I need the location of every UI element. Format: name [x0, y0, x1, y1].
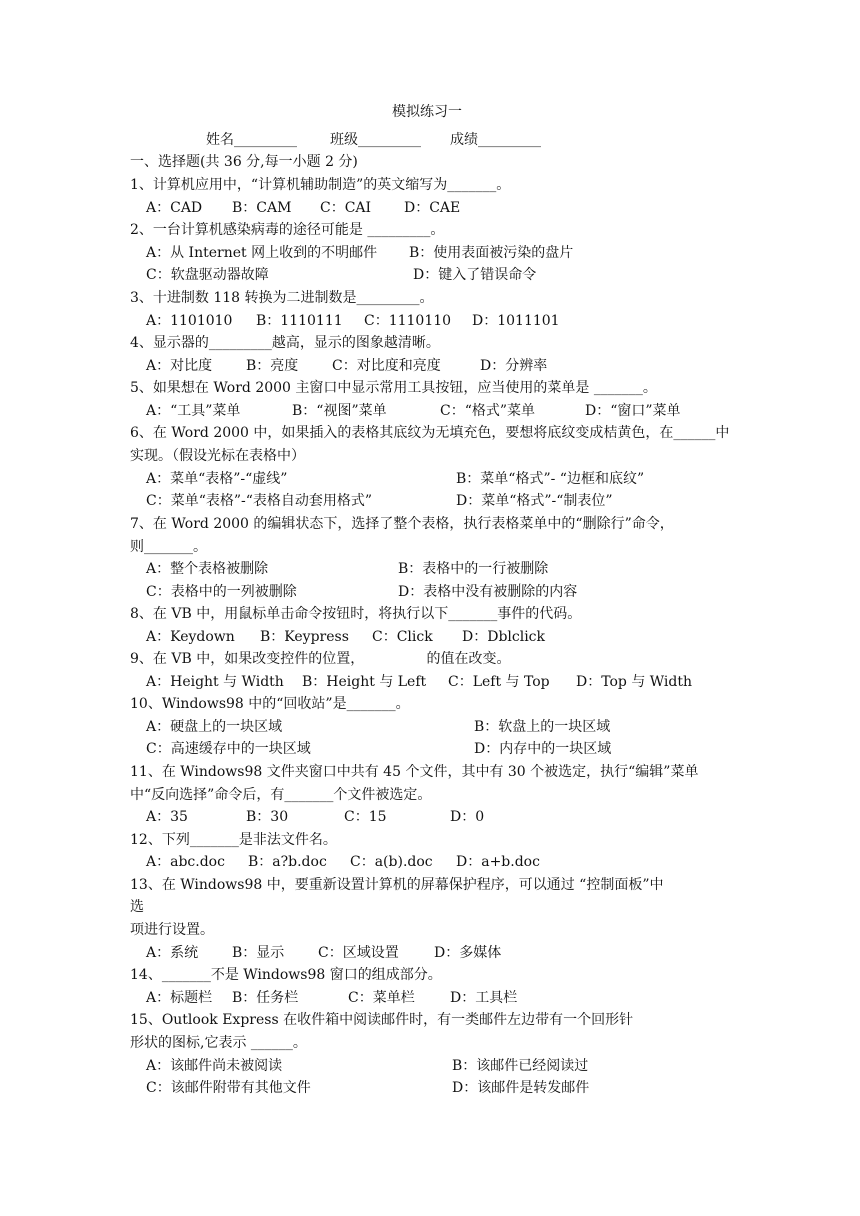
- q8-option-b: B：Keypress: [260, 629, 349, 645]
- q4-option-b: B：亮度: [246, 358, 299, 374]
- q15-option-b: B：该邮件已经阅读过: [452, 1058, 589, 1074]
- question-8: 8、在 VB 中，用鼠标单击命令按钮时，将执行以下_______事件的代码。: [130, 606, 582, 622]
- question-13-line-3: 项进行设置。: [130, 922, 214, 938]
- q2-option-b: B：使用表面被污染的盘片: [409, 245, 574, 261]
- question-10: 10、Windows98 中的“回收站”是_______。: [130, 696, 410, 712]
- q11-option-c: C：15: [344, 809, 387, 825]
- q11-option-a: A：35: [146, 809, 188, 825]
- q7-option-a: A：整个表格被删除: [146, 561, 269, 577]
- q14-option-b: B：任务栏: [232, 990, 299, 1006]
- section-heading: 一、选择题(共 36 分,每一小题 2 分): [130, 154, 358, 170]
- q1-option-b: B：CAM: [232, 200, 292, 216]
- q12-option-c: C：a(b).doc: [350, 854, 433, 870]
- q15-option-a: A：该邮件尚未被阅读: [146, 1058, 283, 1074]
- q9-option-a: A：Height 与 Width: [146, 674, 284, 690]
- q10-option-a: A：硬盘上的一块区域: [146, 719, 283, 735]
- q7-option-d: D：表格中没有被删除的内容: [398, 584, 578, 600]
- q3-option-a: A：1101010: [146, 313, 233, 329]
- q6-option-d: D：菜单“格式”-“制表位”: [456, 493, 613, 509]
- q5-option-b: B：“视图”菜单: [292, 403, 387, 419]
- q6-option-a: A：菜单“表格”-“虚线”: [146, 471, 288, 487]
- q14-option-c: C：菜单栏: [348, 990, 415, 1006]
- q1-option-c: C：CAI: [320, 200, 372, 216]
- q13-option-c: C：区域设置: [318, 945, 399, 961]
- q14-option-a: A：标题栏: [146, 990, 213, 1006]
- question-11-line-2: 中“反向选择”命令后，有_______个文件被选定。: [130, 787, 432, 803]
- question-7-line-1: 7、在 Word 2000 的编辑状态下，选择了整个表格，执行表格菜单中的“删除行”命令，: [130, 516, 674, 532]
- q1-option-a: A：CAD: [146, 200, 203, 216]
- q9-option-d: D：Top 与 Width: [576, 674, 692, 690]
- q3-option-b: B：1110111: [256, 313, 343, 329]
- q6-option-c: C：菜单“表格”-“表格自动套用格式”: [146, 493, 373, 509]
- q13-option-d: D：多媒体: [434, 945, 502, 961]
- question-5: 5、如果想在 Word 2000 主窗口中显示常用工具按钮，应当使用的菜单是 _______。: [130, 380, 657, 396]
- q2-option-d: D：键入了错误命令: [413, 267, 537, 283]
- question-15-line-2: 形状的图标,它表示 ______。: [130, 1035, 307, 1051]
- q10-option-b: B：软盘上的一块区域: [474, 719, 611, 735]
- class-field-label: 班级_________: [330, 132, 421, 148]
- q12-option-a: A：abc.doc: [146, 854, 225, 870]
- question-2: 2、一台计算机感染病毒的途径可能是 _________。: [130, 222, 445, 238]
- q3-option-d: D：1011101: [472, 313, 560, 329]
- q2-option-a: A：从 Internet 网上收到的不明邮件: [146, 245, 378, 261]
- question-6-line-2: 实现。（假设光标在表格中）: [130, 448, 305, 464]
- q4-option-d: D：分辨率: [480, 358, 548, 374]
- q13-option-b: B：显示: [232, 945, 285, 961]
- q13-option-a: A：系统: [146, 945, 199, 961]
- q10-option-d: D：内存中的一块区域: [474, 741, 612, 757]
- question-12: 12、下列_______是非法文件名。: [130, 832, 337, 848]
- q15-option-c: C：该邮件附带有其他文件: [146, 1080, 311, 1096]
- question-14: 14、_______不是 Windows98 窗口的组成部分。: [130, 967, 442, 983]
- page-title: 模拟练习一: [392, 104, 462, 120]
- q1-option-d: D：CAE: [404, 200, 461, 216]
- q3-option-c: C：1110110: [364, 313, 452, 329]
- q14-option-d: D：工具栏: [450, 990, 518, 1006]
- question-3: 3、十进制数 118 转换为二进制数是_________。: [130, 290, 434, 306]
- score-field-label: 成绩_________: [450, 132, 541, 148]
- q5-option-c: C：“格式”菜单: [440, 403, 536, 419]
- q8-option-d: D：Dblclick: [462, 629, 546, 645]
- question-11-line-1: 11、在 Windows98 文件夹窗口中共有 45 个文件，其中有 30 个被选定，执行“编辑”菜单: [130, 764, 699, 780]
- q7-option-c: C：表格中的一列被删除: [146, 584, 297, 600]
- question-6-line-1: 6、在 Word 2000 中，如果插入的表格其底纹为无填充色，要想将底纹变成桔黄色，在______中: [130, 425, 730, 441]
- q5-option-a: A：“工具”菜单: [146, 403, 241, 419]
- q9-option-c: C：Left 与 Top: [448, 674, 550, 690]
- q10-option-c: C：高速缓存中的一块区域: [146, 741, 311, 757]
- name-field-label: 姓名_________: [206, 132, 297, 148]
- q9-option-b: B：Height 与 Left: [302, 674, 427, 690]
- question-1: 1、计算机应用中，“计算机辅助制造”的英文缩写为_______。: [130, 177, 511, 193]
- q4-option-c: C：对比度和亮度: [332, 358, 441, 374]
- question-13-line-2: 选: [130, 899, 144, 915]
- q5-option-d: D：“窗口”菜单: [585, 403, 681, 419]
- question-9: 9、在 VB 中，如果改变控件的位置， 的值在改变。: [130, 651, 511, 667]
- q12-option-d: D：a+b.doc: [456, 854, 540, 870]
- question-7-line-2: 则_______。: [130, 539, 207, 555]
- q6-option-b: B：菜单“格式”- “边框和底纹”: [456, 471, 645, 487]
- q15-option-d: D：该邮件是转发邮件: [452, 1080, 590, 1096]
- question-13-line-1: 13、在 Windows98 中，要重新设置计算机的屏幕保护程序，可以通过 “控制面板”中: [130, 877, 664, 893]
- q8-option-a: A：Keydown: [146, 629, 235, 645]
- q11-option-b: B：30: [246, 809, 289, 825]
- question-4: 4、显示器的_________越高，显示的图象越清晰。: [130, 335, 440, 351]
- q8-option-c: C：Click: [372, 629, 433, 645]
- q12-option-b: B：a?b.doc: [248, 854, 327, 870]
- q7-option-b: B：表格中的一行被删除: [398, 561, 549, 577]
- q11-option-d: D：0: [450, 809, 485, 825]
- question-15-line-1: 15、Outlook Express 在收件箱中阅读邮件时，有一类邮件左边带有一个回形针: [130, 1012, 634, 1028]
- q4-option-a: A：对比度: [146, 358, 213, 374]
- q2-option-c: C：软盘驱动器故障: [146, 267, 269, 283]
